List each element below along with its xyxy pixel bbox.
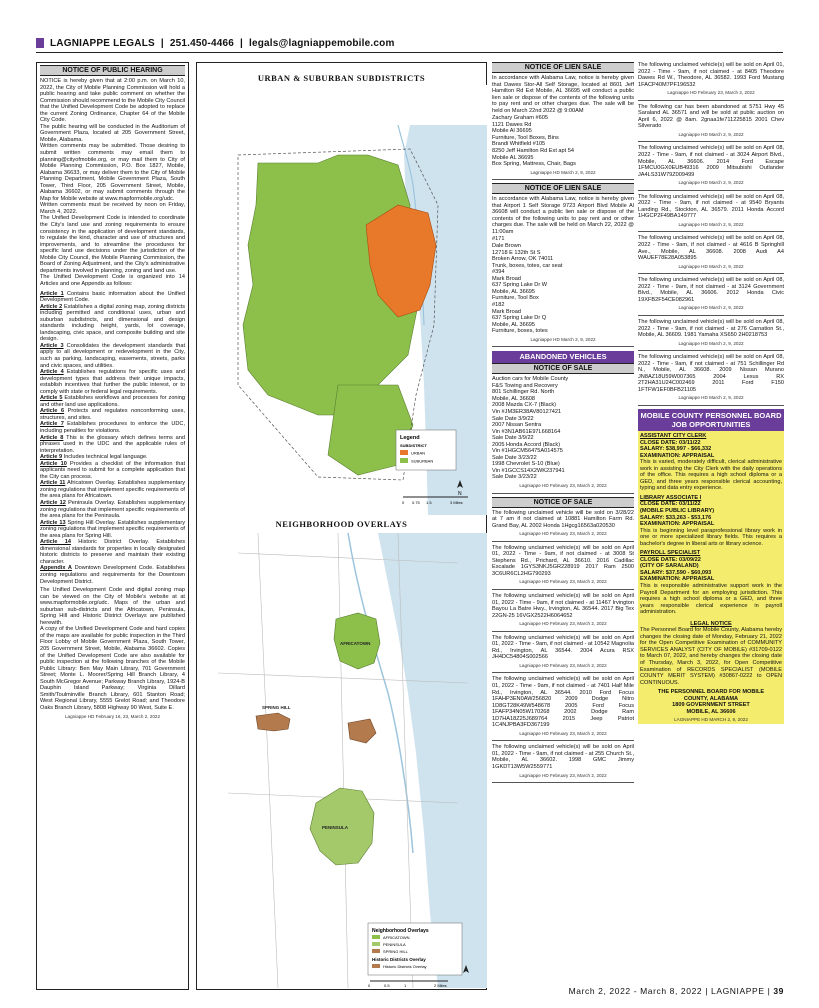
job-detail: EXAMINATION: APPRAISAL xyxy=(640,521,715,528)
article-item xyxy=(40,395,185,408)
list-item: Box Spring, Mattress, Chair, Bags xyxy=(492,161,576,168)
map2-title: NEIGHBORHOOD OVERLAYS xyxy=(275,519,408,529)
article-key: Article 12 xyxy=(40,500,66,506)
page-header xyxy=(36,36,783,50)
vehicle-list xyxy=(492,376,634,481)
list-item: Auction cars for Mobile County xyxy=(492,376,569,383)
article-key: Article 3 xyxy=(40,342,64,349)
notice-stamp: Lagniappe HD February 23, March 2, 2022 xyxy=(519,531,607,537)
peninsula-label: PENINSULA xyxy=(322,825,349,830)
personnel-board-box xyxy=(638,409,784,724)
list-item: Vin #1HGCM56475A014575 xyxy=(492,448,563,455)
header-rule xyxy=(36,52,783,53)
list-item: Furniture, Tool Boxes, Bins xyxy=(492,134,559,141)
legal-notice-title: LEGAL NOTICE xyxy=(690,620,732,627)
notice-stamp: Lagniappe HD February 23, March 2, 2022 xyxy=(519,730,607,736)
notice-text: The following unclaimed vehicle(s) will be sold on April 08, 2022 - Time - 9am, if not claimed - at 3124 Government Blvd., Mobile, AL 36606. 2012 Honda Civic 19XFB2F54CE082961 xyxy=(638,277,784,303)
scale-0: 0 xyxy=(402,500,405,505)
job-title: ASSISTANT CITY CLERK xyxy=(640,432,707,439)
notice-paragraph: The Unified Development Code is intended to coordinate the City's land use and zoning requirements to ensure consistency in the application of development standards, to regulate the kind, character and use of structures and improvements, and to streamline the procedures for specific land use decisions under the jurisdiction of the Mobile City Council, the Mobile Planning Commission, the Board of Zoning Adjustment, and the City's administrative departments involved in planning, zoning and land use. xyxy=(40,215,185,274)
article-item xyxy=(40,565,185,585)
job-posting xyxy=(640,433,782,492)
list-item: Trunk, boxes, totes, car seat xyxy=(492,262,563,269)
notice-title: NOTICE OF LIEN SALE xyxy=(492,62,634,73)
article-key: Article 7 xyxy=(40,421,64,428)
article-key: Article 5 xyxy=(40,395,63,402)
notice-stamp: Lagniappe HD March 2, 9, 2022 xyxy=(678,395,744,401)
notice-stamp: Lagniappe HD March 2, 9, 2022 xyxy=(678,180,744,186)
list-item: 2007 Nissan Sentra xyxy=(492,422,542,429)
vehicle-notice xyxy=(492,676,634,741)
notice-tail xyxy=(40,587,185,711)
job-title: PAYROLL SPECIALIST xyxy=(640,550,701,557)
legend-label-historic: Historic Districts Overlay xyxy=(383,964,427,969)
job-posting xyxy=(640,550,782,615)
job-detail: SALARY: $33,263 - $53,176 xyxy=(640,514,712,521)
job-description: This is responsible administrative support work in the Payroll Department for an employing jurisdiction. This requires a high school diploma or a GED, and three years responsible clerical experience in payroll administration. xyxy=(640,583,782,616)
notice-text: The following unclaimed vehicle(s) will be sold on April 08, 2022 - Time - 9am, if not claimed - at 4616 B Springhill Ave., Mobile, AL 36608. 2008 Audi A4 WAUEF78E28A053895 xyxy=(638,235,784,262)
board-stamp: LAGNIAPPE HD MARCH 2, 9, 2022 xyxy=(674,717,748,723)
vehicle-notice xyxy=(492,593,634,632)
article-text: Downtown Development Code. Establishes zoning regulations and requirements for the Downtown Development District. xyxy=(40,565,186,585)
article-key: Article 11 xyxy=(40,480,66,487)
article-key: Article 10 xyxy=(40,460,67,467)
article-text: Contains basic information about the Unified Development Code. xyxy=(40,290,185,304)
legend-swatch-suburban xyxy=(400,458,408,463)
legend-label-peninsula: PENINSULA xyxy=(383,942,406,947)
notice-stamp: Lagniappe HD February 23, March 2, 2022 xyxy=(519,579,607,585)
vehicle-notice xyxy=(492,545,634,590)
page-number: 39 xyxy=(773,986,784,996)
lien-sale-notice-1 xyxy=(492,62,634,180)
sale-notice-1 xyxy=(492,363,634,493)
legend-label-spring-hill: SPRING HILL xyxy=(383,949,408,954)
article-key: Article 14 xyxy=(40,539,71,546)
notice-stamp: Lagniappe HD March 2, 9, 2022 xyxy=(678,263,744,269)
notice-title: NOTICE OF LIEN SALE xyxy=(492,183,634,194)
vehicle-notice xyxy=(492,744,634,783)
article-text: This is the glossary which defines terms and phrases used in the UDC and the applicable rules of interpretation. xyxy=(40,434,186,454)
list-item: 12718 E 132th St S xyxy=(492,249,541,256)
list-item: Vin #3N1AB61E97L668164 xyxy=(492,428,561,435)
vehicle-notice xyxy=(638,277,784,316)
scale-0: 0 xyxy=(368,983,371,988)
urban-suburban-map xyxy=(198,85,487,515)
job-detail: SALARY: $37,590 - $60,093 xyxy=(640,569,712,576)
articles-list xyxy=(40,291,185,586)
notice-text: The following unclaimed vehicle(s) will be sold on April 01, 2022 - Time - 9am, if not claimed - at 3008 St Stephens Rd., Prichard, AL 36610. 2016 Cadillac Escalade 1GYS3NKJ5GR228919 2017 Ram 2500 3C6UR6CL2HG790293 xyxy=(492,544,634,577)
job-detail: CLOSE DATE: 03/11/22 xyxy=(640,501,701,508)
notice-stamp: Lagniappe HD March 2, 9, 2022 xyxy=(678,305,744,311)
list-item: Mobile, AL 36608 xyxy=(492,395,536,402)
notice-text: The following unclaimed vehicle(s) will be sold on April 01, 2022 - Time - 9am, if not claimed - at 11467 Irvington Bayou La Batre Hwy., Irvington, AL 36544. 2017 Big Tex 22GN-25 16VGX2522H6064652 xyxy=(492,593,634,619)
article-item xyxy=(40,343,185,369)
list-item: F&S Towing and Recovery xyxy=(492,382,558,389)
legend-swatch-peninsula xyxy=(372,942,380,946)
list-item: Mobile, AL 36695 xyxy=(492,321,536,328)
article-key: Article 13 xyxy=(40,519,66,526)
notices-column-3 xyxy=(492,62,634,942)
list-item: Mobile Al 36695 xyxy=(492,128,532,135)
list-item: #394 xyxy=(492,269,505,276)
article-item xyxy=(40,539,185,565)
notice-paragraph: Written comments must be received by noon on Friday, March 4, 2022. xyxy=(40,202,185,215)
notice-stamp: Lagniappe HD March 2, 9, 2022 xyxy=(678,131,744,137)
vehicle-notice xyxy=(638,194,784,233)
article-text: Establishes workflows and processes for zoning and other land use applications. xyxy=(40,395,186,408)
job-title: LIBRARY ASSOCIATE I xyxy=(640,494,702,501)
legal-notice-text: The Personnel Board for Mobile County, Alabama hereby changes the closing date of Monday, February 21, 2022 for the Open Competitive Examination of COMMUNITY SERVICES ANALYST (CITY OF MOBILE) #31709-0122 to March 07, 2022, and hereby changes the closing date of Thursday, March 3, 2022, for Open Competitive Examination of RECORDS SPECIALIST (MOBILE COUNTY MERIT SYSTEM) #30867-0222 to OPEN CONTINUOUS. xyxy=(640,627,782,686)
article-text: Historic District Overlay. Establishes dimensional standards for properties in locally designated historic districts to preserve and maintain their existing character. xyxy=(40,539,185,565)
notice-text: In accordance with Alabama Law, notice is hereby given that Airport 1 Self Storage 9723 Airport Blvd Mobile Al 36608 will conduct a public lien sale or dispose of the contents of the following units to pay rent and or other charges due. The sale will be held on March 22, 2022 @ 11:00am xyxy=(492,196,634,235)
notice-body xyxy=(40,78,185,288)
job-detail: (CITY OF SARALAND) xyxy=(640,563,699,570)
notice-text: The following unclaimed vehicle(s) will be sold on April 08, 2022 - Time - 9am, if not claimed - at 276 Carnation St., Mobile, AL 36609. 1981 Yamaha XS650 2H0218753 xyxy=(638,318,784,339)
unit-list xyxy=(492,115,634,167)
notice-text: The following car has been abandoned at 5751 Hwy 45 Saraland AL 36571 and will be sold at public auction on April 6, 2022 @ 8am. 2gnaa1fe711225815 2001 Chev Silverado xyxy=(638,103,784,130)
notice-stamp: Lagniappe HD March 2, 9, 2022 xyxy=(530,169,596,175)
notice-text: The following unclaimed vehicle(s) will be sold on April 08, 2022 - Time - 9am, if not claimed - at 751 Schillinger Rd N., Mobile, AL 36608. 2009 Nissan Murano JN8AZ18U59W007365 2004 Lexus RX 2T2HA31U24C002469 2011 Ford F150 1FTFW1EF0BFB21105 xyxy=(638,354,784,393)
section-name: LAGNIAPPE LEGALS xyxy=(50,37,155,49)
list-item: 2008 Mazda CX-7 (Black) xyxy=(492,402,557,409)
map2-legend-hist-title: Historic Districts Overlay xyxy=(372,957,426,962)
article-item xyxy=(40,435,185,455)
list-item: #171 xyxy=(492,236,505,243)
article-item xyxy=(40,304,185,343)
notice-paragraph: A copy of the Unified Development Code and hard copies of the maps are available for public inspection in the Third Floor Lobby of Mobile Government Plaza, South Tower, 205 Government Street, Mobile, Alabama 36602. Copies of the Unified Development Code are also available for public inspection at the following branches of the Mobile Public Library: Ben May Main Library, 701 Government Street; Monte L. Moorer/Spring Hill Branch Library, 4 South McGregor Avenue; Parkway Branch Library, 1924-B Dauphin Island Parkway; Virginia Dillard Smith/Toulminville Branch Library, 601 Stanton Road; West Regional Library, 5555 Grelot Road; and Theodore Oaks Branch Library, 5808 Highway 90 West, Suite E. xyxy=(40,626,185,711)
list-item: 8250 Jeff Hamilton Rd Ext apt 54 xyxy=(492,148,574,155)
notice-stamp: Lagniappe HD February 23, March 2, 2022 xyxy=(519,772,607,778)
article-text: Peninsula Overlay. Establishes supplementary zoning regulations that implement specific requirements of the area plans for the Peninsula. xyxy=(40,500,186,520)
article-item xyxy=(40,291,185,304)
job-detail: SALARY: $38,997 - $66,332 xyxy=(640,446,712,453)
footer-divider: | xyxy=(767,986,774,996)
notice-text: The following unclaimed vehicle(s) will be sold on April 01, 2022 - Time - 9am, if not claimed - at 8405 Theodore Dawes Rd W., Theodore, AL 36582. 1993 Ford Mustang 1FACP40M7PF196532 xyxy=(638,62,784,88)
list-item: Mark Broad xyxy=(492,275,521,282)
notice-stamp: Lagniappe HD March 2, 9, 2022 xyxy=(678,340,744,346)
article-text: Provides a checklist of the information that applicants need to submit for a complete application that the City can process. xyxy=(40,460,186,480)
map1-legend-title: Legend xyxy=(400,435,420,441)
scale-2: 1 xyxy=(404,983,407,988)
legend-label-africatown: AFRICATOWN xyxy=(383,935,410,940)
list-item: Mobile, AL 36695 xyxy=(492,288,536,295)
list-item: 637 Spring Lake Dr W xyxy=(492,282,548,289)
vehicle-notice xyxy=(638,104,784,143)
header-divider: | xyxy=(240,37,243,49)
section-marker-icon xyxy=(36,38,44,48)
footer-divider: | xyxy=(705,986,711,996)
notice-paragraph: Written comments may be submitted. Those desiring to submit written comments may email them to planning@cityofmobile.org, or may mail them to City of Mobile Planning Commission, P.O. Box 1827, Mobile, Alabama 36633, or may deliver them to the City of Mobile Planning Department, Mobile Government Plaza, South Tower, Third Floor, 205 Government Street, Mobile, Alabama 36602, or may submit comments through the Map for Mobile website at www.mapformobile.org/udc. xyxy=(40,143,185,202)
list-item: Sale Date 3/9/22 xyxy=(492,435,534,442)
article-item xyxy=(40,520,185,540)
job-list xyxy=(638,431,784,621)
notice-stamp: Lagniappe HD February 23, March 2, 2022 xyxy=(667,90,755,96)
scale-3: 2 Miles xyxy=(434,983,447,988)
abandoned-vehicles-heading: ABANDONED VEHICLES xyxy=(492,351,634,363)
article-key: Article 9 xyxy=(40,454,63,461)
list-item: Sale Date 3/9/22 xyxy=(492,415,534,422)
list-item: Sale Date 3/23/22 xyxy=(492,454,537,461)
board-line: THE PERSONNEL BOARD FOR MOBILE xyxy=(657,689,765,696)
north-label: N xyxy=(458,491,462,497)
header-divider: | xyxy=(160,37,164,49)
list-item: Dale Brown xyxy=(492,243,521,250)
notice-paragraph: The public hearing will be conducted in the Auditorium of Government Plaza, located at 205 Government Street, Mobile, Alabama. xyxy=(40,123,185,143)
footer-dates: March 2, 2022 - March 8, 2022 xyxy=(568,986,703,996)
map1-title: URBAN & SUBURBAN SUBDISTRICTS xyxy=(257,73,426,83)
job-description: This is beginning level paraprofessional library work in one or more specialized library fields. This requires a bachelor's degree in liberal arts or library science. xyxy=(640,527,782,547)
header-email[interactable]: legals@lagniappemobile.com xyxy=(249,37,395,49)
notice-stamp: Lagniappe HD February 23, March 2, 2022 xyxy=(519,621,607,627)
notice-text: The following unclaimed vehicle(s) will be sold on April 08, 2022 - Time - 9am, if not claimed - at 9540 Bryants Landing Rd., Stockton, AL 36579. 2011 Honda Accord 1HGCP2F49BA149777 xyxy=(638,193,784,220)
board-line: COUNTY, ALABAMA xyxy=(683,695,739,702)
notice-stamp: Lagniappe HD February 23, March 2, 2022 xyxy=(519,662,607,668)
article-key: Article 8 xyxy=(40,434,64,441)
list-item: 801 Schillinger Rd. North xyxy=(492,389,555,396)
notice-stamp: Lagniappe HD February 23, March 2, 2022 xyxy=(519,482,607,488)
africatown-label: AFRICATOWN xyxy=(340,641,371,646)
job-detail: EXAMINATION: APPRAISAL xyxy=(640,452,715,459)
vehicle-notice xyxy=(638,235,784,274)
notice-text: The following unclaimed vehicle(s) will be sold on April 08, 2022 - Time - 9am, if not claimed - at 3024 Airport Blvd., Mobile, AL 36606. 2014 Ford Escape 1FMCU0GX0EUB49316 2009 Mitsubishi Outlander JA4LS31W79Z009499 xyxy=(638,145,784,178)
notice-text: The following unclaimed vehicle(s) will be sold on April 01, 2022 - Time - 9am, if not claimed - at 10542 Magnolia Rd., Irvington, AL 36544. 2004 Acura RSX JH4DC54804S002566 xyxy=(492,634,634,661)
article-text: Establishes a digital zoning map, zoning districts including permitted and conditional uses, urban and suburban subdistricts, and dimensional and design standards including height, yards, lot coverage, landscaping, civic space, and composite building and site design. xyxy=(40,303,185,343)
article-text: Protects and regulates nonconforming uses, structures, and sites. xyxy=(40,408,185,421)
board-line: 1809 GOVERNMENT STREET xyxy=(672,702,750,709)
notice-title: NOTICE OF PUBLIC HEARING xyxy=(40,65,185,76)
article-text: Africatown Overlay. Establishes supplementary zoning regulations that implement specific requirements of the area plans for Africatown. xyxy=(40,480,186,500)
scale-2: 1.5 xyxy=(426,500,432,505)
lien-sale-notice-2 xyxy=(492,183,634,347)
notice-paragraph: NOTICE is hereby given that at 2:00 p.m. on March 10, 2022, the City of Mobile Planning Commission will hold a public hearing and take public comment on whether the Commission should recommend to the Mobile City Council that the Unified Development Code be adopted to replace the current Zoning Ordinance, Chapter 64 of the Mobile City Code. xyxy=(40,78,185,124)
footer-brand: LAGNIAPPE xyxy=(711,986,765,996)
notice-stamp: Lagniappe HD March 2, 9, 2022 xyxy=(530,336,596,342)
article-item xyxy=(40,461,185,481)
article-item xyxy=(40,369,185,395)
list-item: 2005 Honda Accord (Black) xyxy=(492,441,561,448)
notice-paragraph: The Unified Development Code and digital zoning map can be viewed on the City of Mobile's website at at www.mapformobile.org/udc. Maps of the urban and suburban sub-districts and the Africatown, Peninsula, Spring Hill and Historic District Overlays are published herewith. xyxy=(40,587,185,626)
spring-hill-label: SPRING HILL xyxy=(262,705,291,710)
article-key: Article 2 xyxy=(40,303,63,310)
vehicle-notice xyxy=(638,319,784,351)
article-text: Consolidates the development standards that apply to all development or redevelopment in the City, such as parking, landscaping, easements, streets, parks and civic spaces, and utilities. xyxy=(40,342,185,369)
notice-text: The following unclaimed vehicle will be sold on 3/28/22 at 7 am if not claimed at 10881 Hamilton Farm Rd. Grand Bay, AL 2002 Honda 1Hgcg16563a020530 xyxy=(492,509,634,529)
article-item xyxy=(40,408,185,421)
board-address xyxy=(638,689,784,715)
job-detail: EXAMINATION: APPRAISAL xyxy=(640,576,715,583)
notice-title: NOTICE OF SALE xyxy=(492,497,634,508)
article-text: Includes technical legal language. xyxy=(63,454,148,461)
job-posting xyxy=(640,495,782,547)
notice-text: In accordance with Alabama Law, notice is hereby given that Dawes Stor-All Self Storage, located at 8601 Jeff Hamilton Rd Ext Mobile, AL 36695 will conduct a public lien sale or dispose of the contents of the following units to pay rent and or other charges due. The sale will be held on March 22nd 2022 @ 9:00AM xyxy=(492,75,634,114)
maps-panel xyxy=(196,62,487,990)
vehicle-notice xyxy=(638,145,784,190)
list-item: 1121 Dawes Rd xyxy=(492,121,532,128)
notice-title: NOTICE OF SALE xyxy=(492,363,634,374)
scale-1: 0.75 xyxy=(412,500,420,505)
list-item: Brandi Whitfield #105 xyxy=(492,141,546,148)
list-item: Vin #1GCCS14X2WK237941 xyxy=(492,467,565,474)
list-item: Mobile AL 36695 xyxy=(492,154,534,161)
article-item xyxy=(40,500,185,520)
legend-swatch-urban xyxy=(400,450,408,455)
list-item: Furniture, boxes, totes xyxy=(492,328,548,335)
page-footer xyxy=(560,986,784,996)
article-item xyxy=(40,421,185,434)
board-line: MOBILE, AL 36606 xyxy=(686,708,736,715)
job-detail: (MOBILE PUBLIC LIBRARY) xyxy=(640,507,715,514)
notice-paragraph: The Unified Development Code is organized into 14 Articles and one Appendix as follows: xyxy=(40,274,185,287)
list-item: Furniture, Tool Box xyxy=(492,295,539,302)
public-hearing-notice xyxy=(36,62,189,990)
scale-3: 3 Miles xyxy=(450,500,463,505)
job-detail: CLOSE DATE: 03/09/22 xyxy=(640,556,701,563)
legend-label-urban: URBAN xyxy=(411,450,426,456)
scale-1: 0.5 xyxy=(384,983,390,988)
legend-label-suburban: SUBURBAN xyxy=(411,458,434,464)
vehicle-notice xyxy=(638,62,784,101)
article-key: Article 6 xyxy=(40,408,65,415)
list-item: Vin #JM3ER38AV80127421 xyxy=(492,408,562,415)
legend-swatch-historic xyxy=(372,964,380,968)
article-key: Article 1 xyxy=(40,290,64,297)
article-text: Establishes regulations for specific uses and development types that address their unique impacts, establish incentives that further the public interest, or to comply with state or federal legal requirements. xyxy=(40,369,185,395)
map1-legend-sub: SUBDISTRICT xyxy=(400,443,427,448)
legend-swatch-africatown xyxy=(372,935,380,939)
article-text: Spring Hill Overlay. Establishes supplementary zoning regulations that implement specific requirements of the area plans for Spring Hill. xyxy=(40,519,185,539)
neighborhood-overlays-map xyxy=(198,533,487,988)
job-description: This is varied, moderately difficult, clerical administrative work in assisting the City Clerk with the daily operations of the office. This requires a high school diploma or a GED, and three years responsible clerical accounting, typing and data entry experience. xyxy=(640,459,782,492)
unit-list xyxy=(492,236,634,334)
list-item: Mark Broad xyxy=(492,308,521,315)
notices-column-4 xyxy=(638,62,784,942)
list-item: 1998 Chevrolet S-10 (Blue) xyxy=(492,461,560,468)
job-detail: CLOSE DATE: 03/11/22 xyxy=(640,439,701,446)
notice-text: The following unclaimed vehicle(s) will be sold on April 01, 2022 - Time - 9am, if not claimed - at 255 Church St., Mobile, AL 36602. 1998 GMC Jimmy 1GKDT13W5W2559771 xyxy=(492,744,634,771)
notice-stamp: Lagniappe HD February 16, 23, March 2, 2022 xyxy=(65,713,160,719)
sale-notice-2 xyxy=(492,497,634,542)
legend-swatch-spring-hill xyxy=(372,949,380,953)
article-key: Appendix A xyxy=(40,565,72,572)
article-key: Article 4 xyxy=(40,369,64,376)
header-phone: 251.450-4466 xyxy=(169,37,234,49)
list-item: #182 xyxy=(492,301,505,308)
map2-legend-title: Neighborhood Overlays xyxy=(372,928,429,934)
list-item: Broken Arrow, OK 74011 xyxy=(492,256,554,263)
list-item: 637 Spring Lake Dr Q xyxy=(492,315,547,322)
notice-stamp: Lagniappe HD March 2, 9, 2022 xyxy=(678,221,744,227)
article-item xyxy=(40,480,185,500)
notice-text: The following unclaimed vehicle(s) will be sold on April 01, 2022 - Time - 9am, if not claimed - at 7401 Half Mile Rd., Irvington, AL 36544. 2010 Ford Focus 1FAHP3EN0AW256820 2009 Dodge Nitro 1D8GT28K49W548678 2005 Ford Focus 1FAFP34N05W170268 2002 Dodge Ram 1D7HA18Z25J689764 2015 Jeep Patriot 1C4NJPBA3FD367199 xyxy=(492,676,634,729)
vehicle-notice xyxy=(492,635,634,674)
list-item: Sale Date 3/23/22 xyxy=(492,474,537,481)
list-item: Zachary Graham #605 xyxy=(492,115,548,122)
article-text: Establishes procedures to enforce the UDC, including penalties for violations. xyxy=(40,421,186,434)
personnel-board-title: MOBILE COUNTY PERSONNEL BOARD JOB OPPORTUNITIES xyxy=(638,409,784,431)
vehicle-notice xyxy=(638,354,784,406)
